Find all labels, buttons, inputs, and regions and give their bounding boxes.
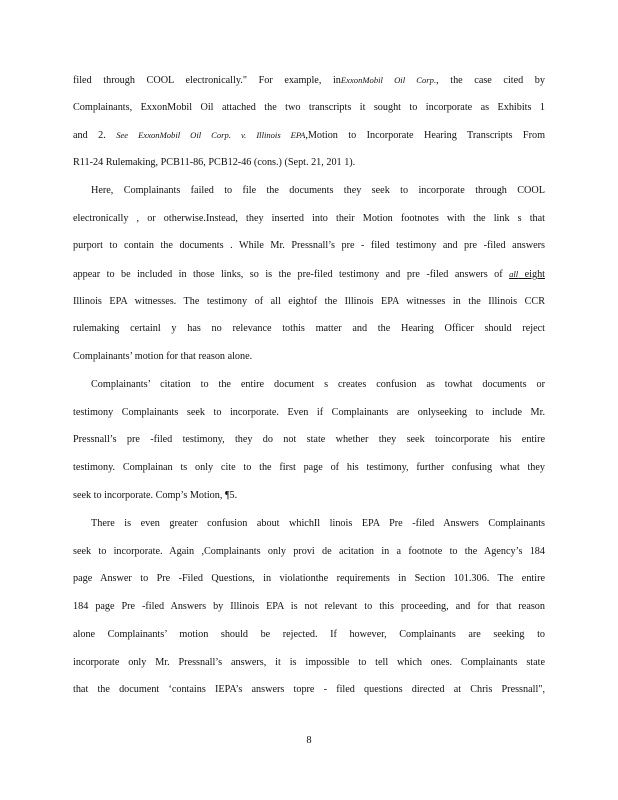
- text-line: appear to be included in those links, so is the pre-filed testimony and pre -filed answers of all eight: [73, 269, 545, 280]
- text-line: Complainants’ motion for that reason alone.: [73, 351, 253, 362]
- text-line: seek to incorporate. Comp’s Motion, ¶5.: [73, 490, 238, 501]
- text-line: Complainants, ExxonMobil Oil attached the two transcripts it sought to incorporate as Exhibits 1: [73, 102, 545, 113]
- text-line: purport to contain the documents . While Mr. Pressnall’s pre - filed testimony and pre -filed answers: [73, 240, 545, 251]
- text-line: R11-24 Rulemaking, PCB11-86, PCB12-46 (cons.) (Sept. 21, 201 1).: [73, 157, 356, 168]
- page-number: 8: [306, 735, 312, 746]
- text-line: Complainants’ citation to the entire document s creates confusion as towhat documents or: [91, 379, 545, 390]
- text-line: 184 page Pre -filed Answers by Illinois EPA is not relevant to this proceeding, and for that reason: [73, 601, 545, 612]
- text-line: incorporate only Mr. Pressnall’s answers, it is impossible to tell which ones. Complainants state: [73, 657, 545, 668]
- text-line: rulemaking certainl y has no relevance tothis matter and the Hearing Officer should reject: [73, 323, 545, 334]
- text-line: filed through COOL electronically." For example, inExxonMobil Oil Corp., the case cited by: [73, 75, 545, 86]
- text-line: testimony Complainants seek to incorporate. Even if Complainants are onlyseeking to include Mr.: [73, 407, 545, 418]
- text-line: alone Complainants’ motion should be rejected. If however, Complainants are seeking to: [73, 629, 545, 640]
- text-line: page Answer to Pre -Filed Questions, in violationthe requirements in Section 101.306. The entire: [73, 573, 545, 584]
- text-line: electronically , or otherwise.Instead, they inserted into their Motion footnotes with the link s that: [73, 213, 545, 224]
- text-line: seek to incorporate. Again ,Complainants only provi de acitation in a footnote to the Agency’s 184: [73, 546, 545, 557]
- text-line: There is even greater confusion about whichIl linois EPA Pre -filed Answers Complainants: [91, 518, 545, 529]
- text-line: Pressnall’s pre -filed testimony, they do not state whether they seek toincorporate his entire: [73, 434, 545, 445]
- text-line: that the document ‘contains IEPA’s answers topre - filed questions directed at Chris Pressnall",: [73, 684, 545, 695]
- text-line: and 2. See ExxonMobil Oil Corp. v. Illinois EPA,Motion to Incorporate Hearing Transcripts From: [73, 130, 545, 141]
- text-line: Here, Complainants failed to file the documents they seek to incorporate through COOL: [91, 185, 545, 196]
- text-line: Illinois EPA witnesses. The testimony of all eightof the Illinois EPA witnesses in the Illinois CCR: [73, 296, 545, 307]
- text-line: testimony. Complainan ts only cite to the first page of his testimony, further confusing what they: [73, 462, 545, 473]
